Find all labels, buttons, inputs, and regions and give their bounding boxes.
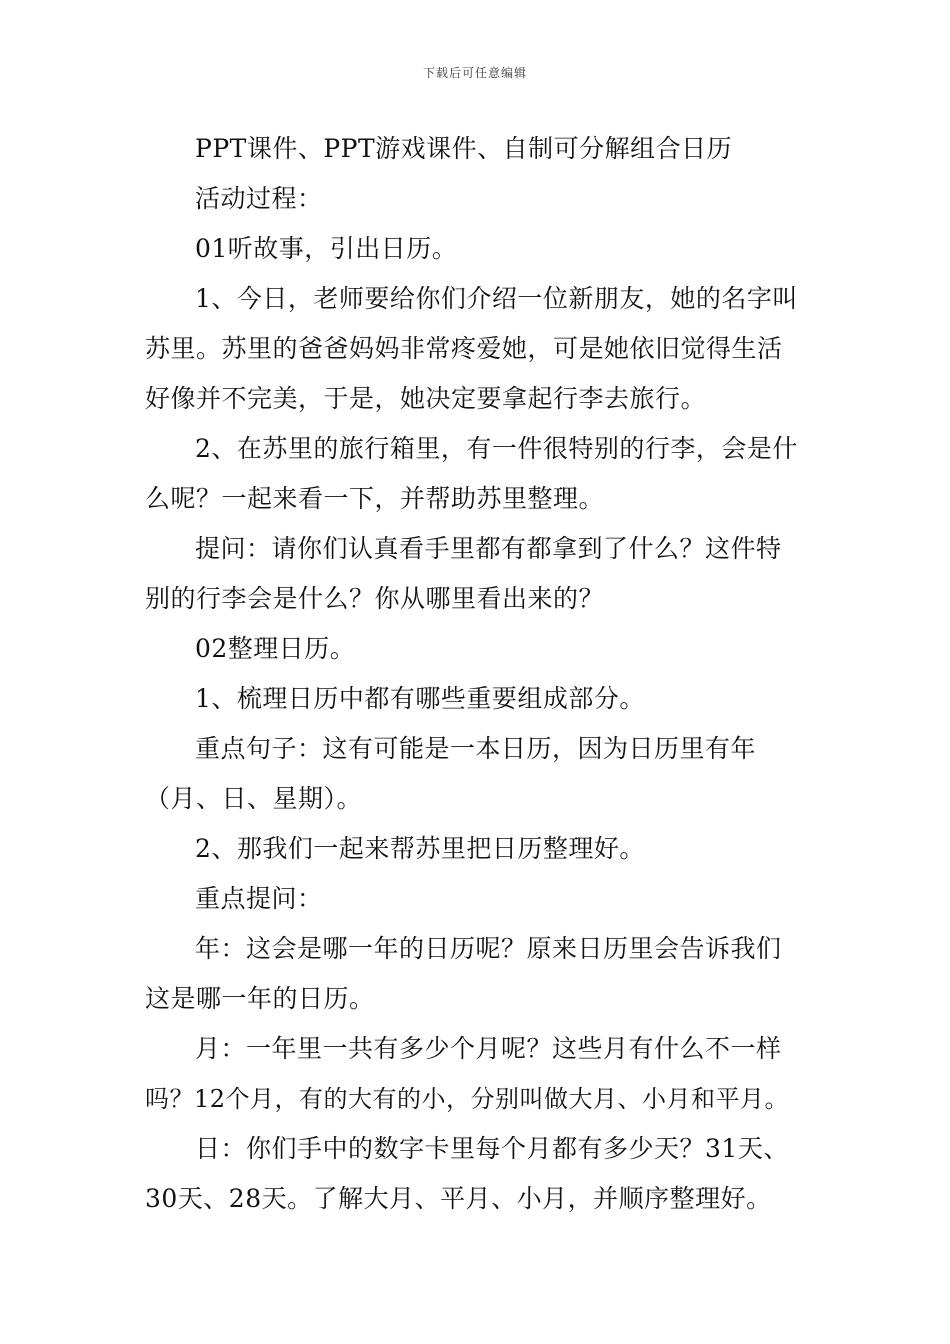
paragraph-line: 1、今日，老师要给你们介绍一位新朋友，她的名字叫 (195, 284, 798, 313)
paragraph-line: 2、在苏里的旅行箱里，有一件很特别的行李，会是什 (195, 434, 798, 463)
paragraph-line: 苏里。苏里的爸爸妈妈非常疼爱她，可是她依旧觉得生活 (145, 334, 783, 363)
paragraph-line: 好像并不完美，于是，她决定要拿起行李去旅行。 (145, 384, 707, 413)
paragraph-line: 重点提问： (195, 884, 323, 913)
paragraph-line: 年：这会是哪一年的日历呢？原来日历里会告诉我们 (195, 934, 782, 963)
paragraph-line: 别的行李会是什么？你从哪里看出来的？ (145, 584, 605, 613)
paragraph-line: 月：一年里一共有多少个月呢？这些月有什么不一样 (195, 1034, 782, 1063)
section-heading: 活动过程： (195, 184, 323, 213)
paragraph-line: 重点句子：这有可能是一本日历，因为日历里有年 (195, 734, 757, 763)
materials-line: PPT课件、PPT游戏课件、自制可分解组合日历 (195, 134, 733, 163)
step-heading: 01听故事，引出日历。 (195, 234, 458, 263)
paragraph-line: 提问：请你们认真看手里都有都拿到了什么？这件特 (195, 534, 782, 563)
paragraph-line: 30天、28天。了解大月、平月、小月，并顺序整理好。 (145, 1184, 772, 1213)
paragraph-line: 么呢？一起来看一下，并帮助苏里整理。 (145, 484, 605, 513)
paragraph-line: 吗？12个月，有的大有的小，分别叫做大月、小月和平月。 (145, 1085, 790, 1113)
paragraph-line: 这是哪一年的日历。 (145, 984, 375, 1013)
paragraph-line: （月、日、星期）。 (145, 784, 363, 813)
page-header: 下载后可任意编辑 (422, 66, 527, 80)
paragraph-line: 1、梳理日历中都有哪些重要组成部分。 (195, 684, 645, 713)
paragraph-line: 2、那我们一起来帮苏里把日历整理好。 (195, 834, 645, 863)
step-heading: 02整理日历。 (195, 634, 356, 663)
paragraph-line: 日：你们手中的数字卡里每个月都有多少天？31天、 (195, 1134, 789, 1163)
